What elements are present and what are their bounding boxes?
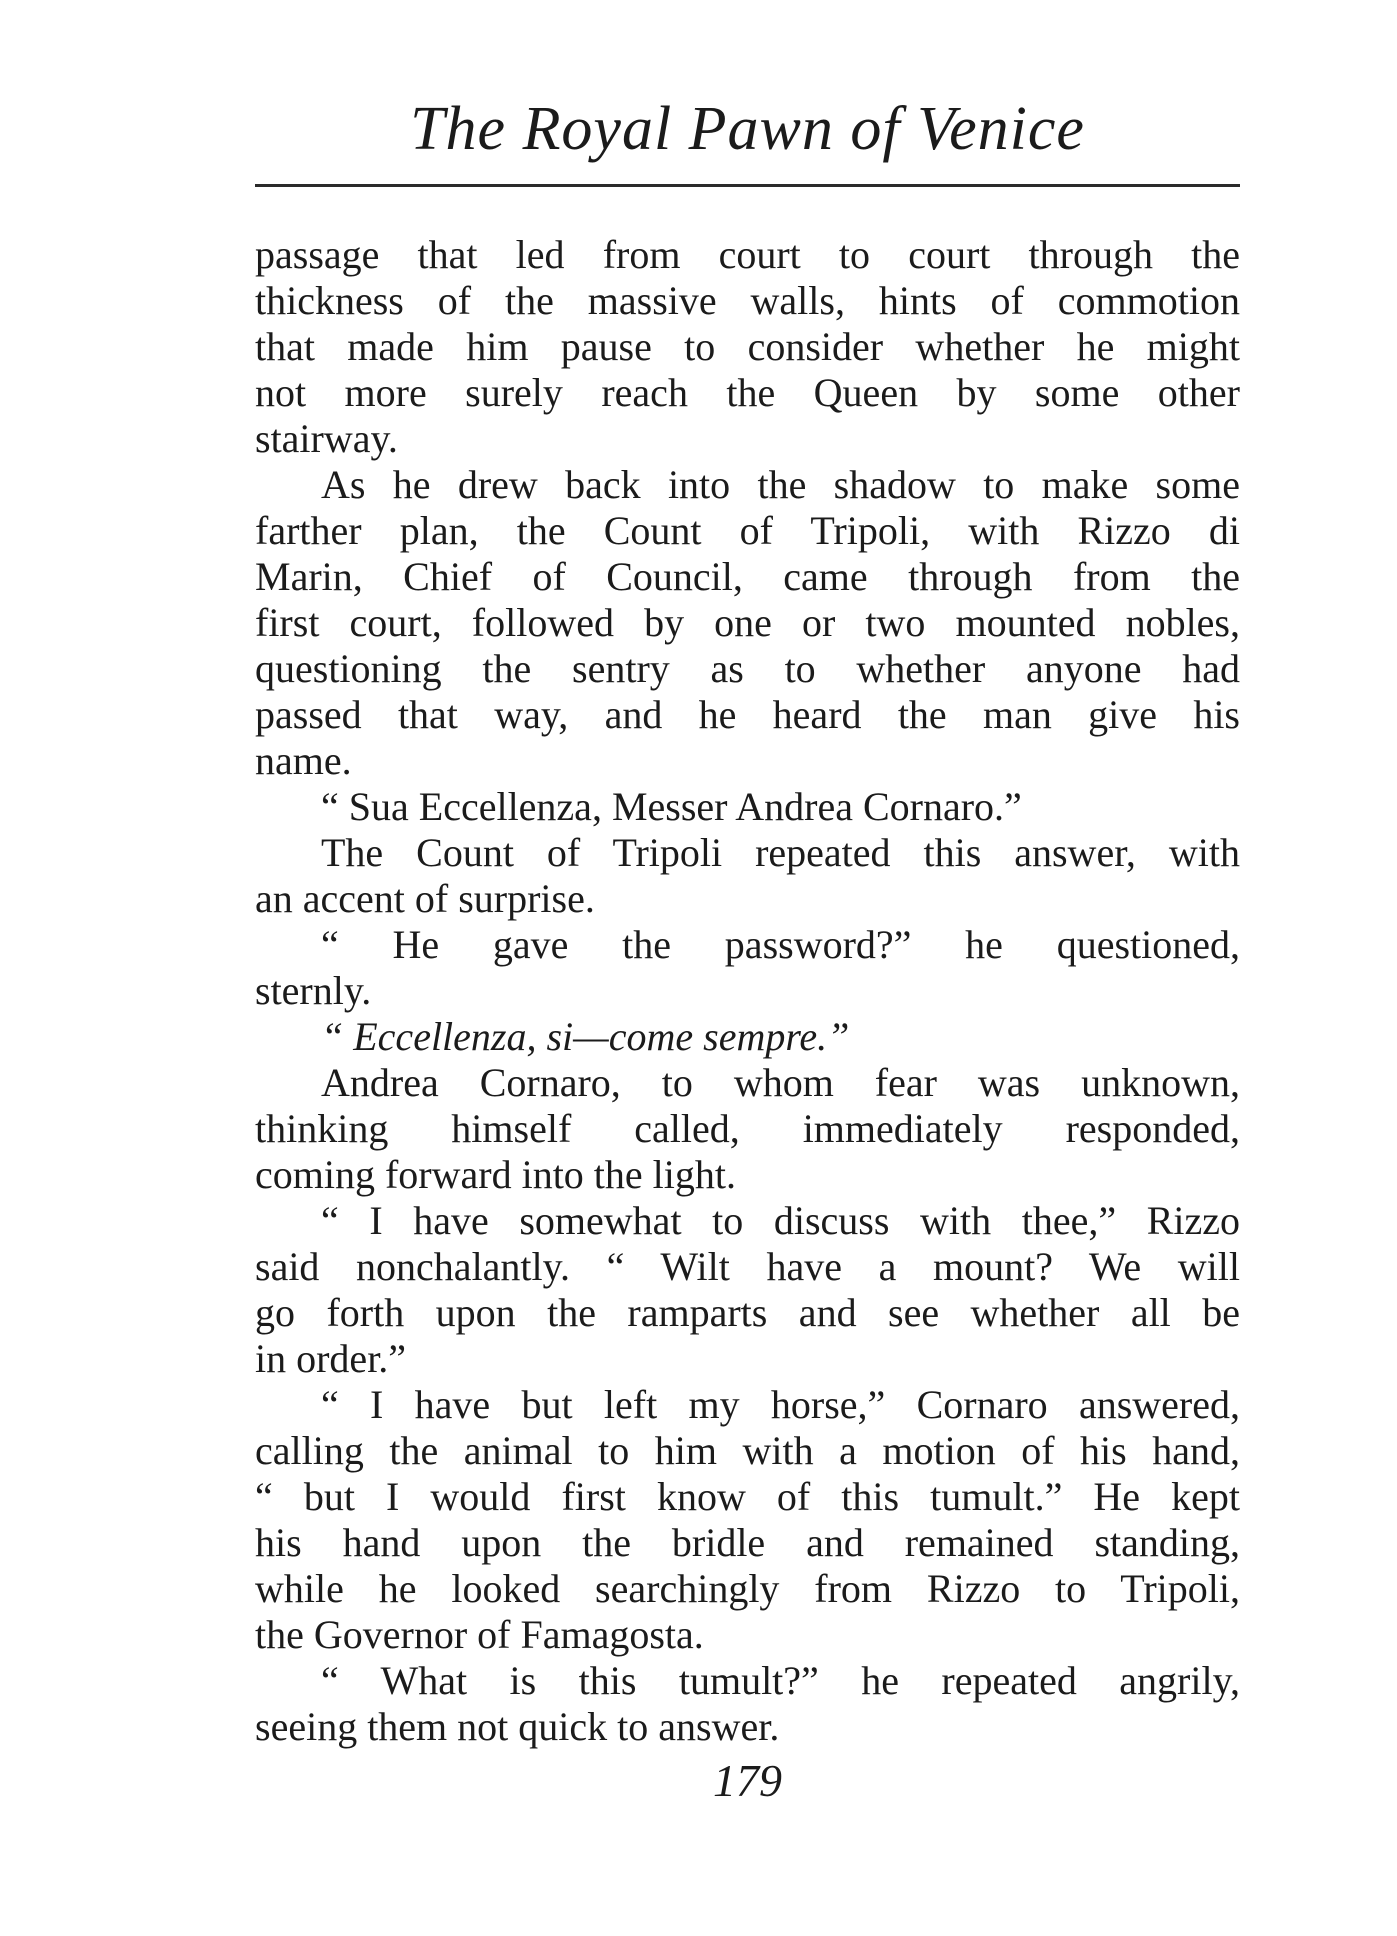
text-line: “ I have somewhat to discuss with thee,” Rizzo [321, 1198, 1240, 1243]
text-line: in order.” [255, 1336, 407, 1381]
text-line: first court, followed by one or two mounted nobles, [255, 600, 1240, 645]
text-line: questioning the sentry as to whether anyone had [255, 646, 1240, 691]
text-line: said nonchalantly. “ Wilt have a mount? We will [255, 1244, 1240, 1289]
text-line: coming forward into the light. [255, 1152, 737, 1197]
header-rule [255, 184, 1240, 187]
text-line: name. [255, 738, 352, 783]
text-line: “ I have but left my horse,” Cornaro answered, [321, 1382, 1240, 1427]
text-line: “ but I would first know of this tumult.” He kept [255, 1474, 1240, 1519]
text-line: thinking himself called, immediately responded, [255, 1106, 1240, 1151]
text-line: an accent of surprise. [255, 876, 595, 921]
text-line: passed that way, and he heard the man give his [255, 692, 1240, 737]
text-line: Andrea Cornaro, to whom fear was unknown, [321, 1060, 1240, 1105]
text-line: “ What is this tumult?” he repeated angrily, [321, 1658, 1240, 1703]
text-line: the Governor of Famagosta. [255, 1612, 704, 1657]
text-line: sternly. [255, 968, 372, 1013]
text-line: that made him pause to consider whether he might [255, 324, 1240, 369]
text-line: Marin, Chief of Council, came through from the [255, 554, 1240, 599]
page-number: 179 [713, 1755, 782, 1806]
text-line: while he looked searchingly from Rizzo to Tripoli, [255, 1566, 1240, 1611]
text-line: farther plan, the Count of Tripoli, with Rizzo di [255, 508, 1240, 553]
text-line: passage that led from court to court through the [255, 232, 1240, 277]
text-line: seeing them not quick to answer. [255, 1704, 780, 1749]
text-line: “ Eccellenza, si—come sempre.” [321, 1014, 850, 1059]
text-line: calling the animal to him with a motion of his hand, [255, 1428, 1240, 1473]
text-line: The Count of Tripoli repeated this answer, with [321, 830, 1240, 875]
text-line: “ He gave the password?” he questioned, [321, 922, 1240, 967]
text-line: “ Sua Eccellenza, Messer Andrea Cornaro.” [321, 784, 1022, 829]
text-line: stairway. [255, 416, 398, 461]
text-line: not more surely reach the Queen by some other [255, 370, 1240, 415]
text-line: his hand upon the bridle and remained standing, [255, 1520, 1240, 1565]
running-title: The Royal Pawn of Venice [410, 95, 1085, 163]
body-text [255, 232, 1240, 1750]
text-line: thickness of the massive walls, hints of commotion [255, 278, 1240, 323]
text-line: go forth upon the ramparts and see whether all be [255, 1290, 1240, 1335]
text-line: As he drew back into the shadow to make some [321, 462, 1240, 507]
